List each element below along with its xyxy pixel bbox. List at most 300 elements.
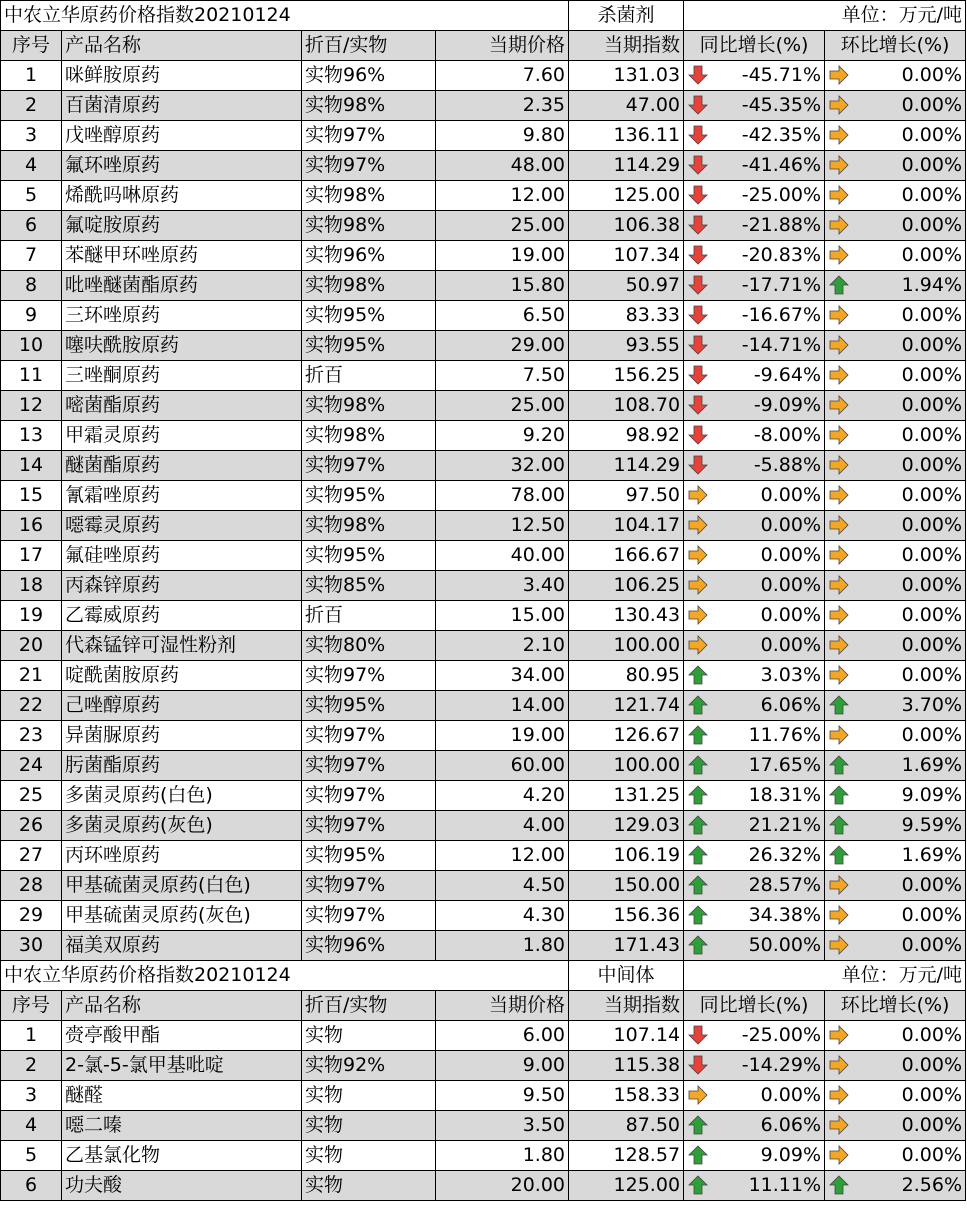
mom-cell <box>825 1051 966 1081</box>
price-cell: 29.00 <box>436 331 569 361</box>
product-name: 丙环唑原药 <box>62 841 302 871</box>
header-yoy: 同比增长(%) <box>684 991 825 1021</box>
yoy-value: 0.00% <box>760 604 822 626</box>
arrow-up-icon <box>687 934 709 956</box>
product-name: 醚醛 <box>62 1081 302 1111</box>
mom-cell <box>825 91 966 121</box>
row-number: 1 <box>1 61 62 91</box>
table-row <box>1 901 966 931</box>
arrow-right-icon <box>687 574 709 596</box>
price-cell: 7.60 <box>436 61 569 91</box>
mom-value: 0.00% <box>901 124 963 146</box>
header-mom: 环比增长(%) <box>825 31 966 61</box>
mom-cell <box>825 661 966 691</box>
product-name: 噁霉灵原药 <box>62 511 302 541</box>
yoy-value: 9.09% <box>760 1144 822 1166</box>
basis-cell: 实物97% <box>302 451 436 481</box>
mom-cell <box>825 241 966 271</box>
product-name: 乙霉威原药 <box>62 601 302 631</box>
mom-value: 0.00% <box>901 574 963 596</box>
index-cell: 104.17 <box>569 511 684 541</box>
price-cell: 6.50 <box>436 301 569 331</box>
index-cell: 131.03 <box>569 61 684 91</box>
mom-value: 0.00% <box>901 64 963 86</box>
row-number: 3 <box>1 121 62 151</box>
price-cell: 20.00 <box>436 1171 569 1201</box>
mom-value: 0.00% <box>901 1084 963 1106</box>
product-name: 吡唑醚菌酯原药 <box>62 271 302 301</box>
yoy-value: 0.00% <box>760 634 822 656</box>
product-name: 代森锰锌可湿性粉剂 <box>62 631 302 661</box>
mom-value: 0.00% <box>901 604 963 626</box>
row-number: 10 <box>1 331 62 361</box>
table-row <box>1 781 966 811</box>
basis-cell: 实物98% <box>302 181 436 211</box>
mom-value: 0.00% <box>901 664 963 686</box>
yoy-cell <box>684 241 825 271</box>
row-number: 14 <box>1 451 62 481</box>
row-number: 5 <box>1 1141 62 1171</box>
table-row <box>1 61 966 91</box>
basis-cell: 实物95% <box>302 301 436 331</box>
arrow-down-icon <box>687 64 709 86</box>
yoy-value: 6.06% <box>760 694 822 716</box>
row-number: 15 <box>1 481 62 511</box>
arrow-up-icon <box>828 844 850 866</box>
yoy-cell <box>684 1141 825 1171</box>
index-cell: 83.33 <box>569 301 684 331</box>
mom-cell <box>825 571 966 601</box>
arrow-right-icon <box>687 514 709 536</box>
yoy-value: 0.00% <box>760 514 822 536</box>
yoy-cell <box>684 841 825 871</box>
mom-value: 0.00% <box>901 454 963 476</box>
basis-cell: 折百 <box>302 361 436 391</box>
product-name: 噻呋酰胺原药 <box>62 331 302 361</box>
basis-cell: 实物96% <box>302 931 436 961</box>
index-cell: 125.00 <box>569 181 684 211</box>
mom-value: 0.00% <box>901 334 963 356</box>
section-title-row <box>1 961 966 991</box>
arrow-right-icon <box>828 424 850 446</box>
table-row <box>1 391 966 421</box>
row-number: 20 <box>1 631 62 661</box>
mom-cell <box>825 271 966 301</box>
row-number: 2 <box>1 1051 62 1081</box>
table-row <box>1 721 966 751</box>
price-cell: 9.50 <box>436 1081 569 1111</box>
index-cell: 136.11 <box>569 121 684 151</box>
mom-cell <box>825 751 966 781</box>
basis-cell: 实物97% <box>302 811 436 841</box>
table-row <box>1 931 966 961</box>
yoy-value: 28.57% <box>748 874 822 896</box>
mom-cell <box>825 481 966 511</box>
mom-cell <box>825 211 966 241</box>
yoy-cell <box>684 751 825 781</box>
yoy-value: -45.35% <box>741 94 822 116</box>
basis-cell: 实物 <box>302 1141 436 1171</box>
row-number: 27 <box>1 841 62 871</box>
basis-cell: 实物98% <box>302 271 436 301</box>
yoy-cell <box>684 931 825 961</box>
mom-value: 0.00% <box>901 94 963 116</box>
arrow-right-icon <box>828 484 850 506</box>
basis-cell: 折百 <box>302 601 436 631</box>
arrow-right-icon <box>828 184 850 206</box>
price-cell: 12.00 <box>436 841 569 871</box>
table-row <box>1 841 966 871</box>
index-cell: 150.00 <box>569 871 684 901</box>
price-cell: 78.00 <box>436 481 569 511</box>
row-number: 7 <box>1 241 62 271</box>
mom-cell <box>825 61 966 91</box>
basis-cell: 实物98% <box>302 91 436 121</box>
price-cell: 1.80 <box>436 1141 569 1171</box>
product-name: 咪鲜胺原药 <box>62 61 302 91</box>
price-cell: 4.30 <box>436 901 569 931</box>
yoy-cell <box>684 811 825 841</box>
table-row <box>1 1111 966 1141</box>
yoy-value: 3.03% <box>760 664 822 686</box>
arrow-down-icon <box>687 124 709 146</box>
row-number: 29 <box>1 901 62 931</box>
product-name: 苯醚甲环唑原药 <box>62 241 302 271</box>
arrow-right-icon <box>828 94 850 116</box>
mom-value: 9.59% <box>901 814 963 836</box>
basis-cell: 实物97% <box>302 751 436 781</box>
arrow-down-icon <box>687 454 709 476</box>
index-cell: 158.33 <box>569 1081 684 1111</box>
index-cell: 50.97 <box>569 271 684 301</box>
arrow-right-icon <box>828 544 850 566</box>
row-number: 8 <box>1 271 62 301</box>
product-name: 肟菌酯原药 <box>62 751 302 781</box>
index-cell: 106.25 <box>569 571 684 601</box>
arrow-right-icon <box>828 514 850 536</box>
arrow-right-icon <box>828 154 850 176</box>
category-label: 中间体 <box>569 961 684 991</box>
product-name: 啶酰菌胺原药 <box>62 661 302 691</box>
index-cell: 107.34 <box>569 241 684 271</box>
header-name: 产品名称 <box>62 991 302 1021</box>
mom-cell <box>825 901 966 931</box>
mom-value: 9.09% <box>901 784 963 806</box>
yoy-cell <box>684 181 825 211</box>
arrow-right-icon <box>828 214 850 236</box>
basis-cell: 实物96% <box>302 61 436 91</box>
basis-cell: 实物95% <box>302 481 436 511</box>
arrow-up-icon <box>828 814 850 836</box>
basis-cell: 实物97% <box>302 781 436 811</box>
mom-value: 1.69% <box>901 844 963 866</box>
mom-cell <box>825 781 966 811</box>
arrow-down-icon <box>687 304 709 326</box>
yoy-cell <box>684 301 825 331</box>
table-row <box>1 511 966 541</box>
basis-cell: 实物85% <box>302 571 436 601</box>
yoy-cell <box>684 721 825 751</box>
index-cell: 166.67 <box>569 541 684 571</box>
index-cell: 100.00 <box>569 751 684 781</box>
mom-value: 0.00% <box>901 544 963 566</box>
row-number: 17 <box>1 541 62 571</box>
arrow-right-icon <box>687 484 709 506</box>
table-row <box>1 301 966 331</box>
row-number: 9 <box>1 301 62 331</box>
table-row <box>1 751 966 781</box>
table-row <box>1 91 966 121</box>
arrow-right-icon <box>687 604 709 626</box>
basis-cell: 实物 <box>302 1171 436 1201</box>
price-cell: 4.50 <box>436 871 569 901</box>
index-cell: 125.00 <box>569 1171 684 1201</box>
arrow-right-icon <box>828 1084 850 1106</box>
arrow-up-icon <box>687 754 709 776</box>
arrow-right-icon <box>828 604 850 626</box>
price-cell: 12.50 <box>436 511 569 541</box>
yoy-cell <box>684 691 825 721</box>
mom-value: 0.00% <box>901 394 963 416</box>
yoy-value: -21.88% <box>741 214 822 236</box>
arrow-down-icon <box>687 94 709 116</box>
arrow-right-icon <box>828 244 850 266</box>
yoy-cell <box>684 151 825 181</box>
yoy-value: 34.38% <box>748 904 822 926</box>
price-cell: 6.00 <box>436 1021 569 1051</box>
index-cell: 106.19 <box>569 841 684 871</box>
arrow-right-icon <box>687 634 709 656</box>
table-row <box>1 121 966 151</box>
header-price: 当期价格 <box>436 31 569 61</box>
mom-value: 3.70% <box>901 694 963 716</box>
yoy-cell <box>684 781 825 811</box>
product-name: 多菌灵原药(灰色) <box>62 811 302 841</box>
mom-value: 0.00% <box>901 724 963 746</box>
yoy-value: -8.00% <box>753 424 822 446</box>
table-row <box>1 1021 966 1051</box>
index-cell: 171.43 <box>569 931 684 961</box>
row-number: 13 <box>1 421 62 451</box>
row-number: 19 <box>1 601 62 631</box>
mom-value: 0.00% <box>901 1024 963 1046</box>
index-cell: 128.57 <box>569 1141 684 1171</box>
product-name: 甲基硫菌灵原药(灰色) <box>62 901 302 931</box>
yoy-cell <box>684 571 825 601</box>
mom-value: 0.00% <box>901 364 963 386</box>
price-cell: 3.40 <box>436 571 569 601</box>
product-name: 氰霜唑原药 <box>62 481 302 511</box>
row-number: 6 <box>1 211 62 241</box>
table-row <box>1 451 966 481</box>
row-number: 1 <box>1 1021 62 1051</box>
row-number: 28 <box>1 871 62 901</box>
product-name: 氟环唑原药 <box>62 151 302 181</box>
mom-cell <box>825 931 966 961</box>
mom-cell <box>825 1141 966 1171</box>
arrow-up-icon <box>828 694 850 716</box>
arrow-up-icon <box>828 274 850 296</box>
yoy-cell <box>684 511 825 541</box>
table-row <box>1 811 966 841</box>
mom-cell <box>825 391 966 421</box>
yoy-cell <box>684 871 825 901</box>
yoy-cell <box>684 601 825 631</box>
row-number: 22 <box>1 691 62 721</box>
arrow-right-icon <box>828 364 850 386</box>
mom-cell <box>825 841 966 871</box>
index-cell: 156.25 <box>569 361 684 391</box>
mom-value: 0.00% <box>901 634 963 656</box>
yoy-cell <box>684 361 825 391</box>
basis-cell: 实物97% <box>302 901 436 931</box>
mom-value: 0.00% <box>901 934 963 956</box>
price-cell: 25.00 <box>436 211 569 241</box>
yoy-value: -9.64% <box>753 364 822 386</box>
basis-cell: 实物95% <box>302 841 436 871</box>
arrow-right-icon <box>828 1114 850 1136</box>
yoy-cell <box>684 451 825 481</box>
table-row <box>1 1051 966 1081</box>
row-number: 4 <box>1 1111 62 1141</box>
index-cell: 130.43 <box>569 601 684 631</box>
arrow-right-icon <box>828 394 850 416</box>
price-cell: 40.00 <box>436 541 569 571</box>
header-price: 当期价格 <box>436 991 569 1021</box>
table-row <box>1 1081 966 1111</box>
product-name: 三环唑原药 <box>62 301 302 331</box>
price-cell: 2.10 <box>436 631 569 661</box>
basis-cell: 实物98% <box>302 391 436 421</box>
product-name: 己唑醇原药 <box>62 691 302 721</box>
arrow-up-icon <box>687 784 709 806</box>
mom-value: 0.00% <box>901 214 963 236</box>
index-cell: 114.29 <box>569 451 684 481</box>
table-row <box>1 151 966 181</box>
yoy-cell <box>684 631 825 661</box>
index-cell: 97.50 <box>569 481 684 511</box>
arrow-up-icon <box>687 1114 709 1136</box>
basis-cell: 实物98% <box>302 421 436 451</box>
mom-value: 0.00% <box>901 514 963 536</box>
row-number: 18 <box>1 571 62 601</box>
header-index: 当期指数 <box>569 31 684 61</box>
yoy-cell <box>684 1021 825 1051</box>
mom-cell <box>825 1021 966 1051</box>
price-cell: 15.00 <box>436 601 569 631</box>
price-cell: 4.20 <box>436 781 569 811</box>
price-cell: 19.00 <box>436 241 569 271</box>
table-row <box>1 661 966 691</box>
header-row <box>1 31 966 61</box>
yoy-cell <box>684 1051 825 1081</box>
arrow-right-icon <box>828 574 850 596</box>
mom-value: 0.00% <box>901 1054 963 1076</box>
unit-label: 单位：万元/吨 <box>684 961 966 991</box>
table-row <box>1 211 966 241</box>
arrow-right-icon <box>687 1084 709 1106</box>
arrow-up-icon <box>687 1144 709 1166</box>
table-row <box>1 481 966 511</box>
table-row <box>1 361 966 391</box>
arrow-down-icon <box>687 274 709 296</box>
yoy-cell <box>684 541 825 571</box>
product-name: 烯酰吗啉原药 <box>62 181 302 211</box>
mom-value: 0.00% <box>901 484 963 506</box>
product-name: 三唑酮原药 <box>62 361 302 391</box>
yoy-value: -16.67% <box>741 304 822 326</box>
mom-cell <box>825 1081 966 1111</box>
header-yoy: 同比增长(%) <box>684 31 825 61</box>
row-number: 6 <box>1 1171 62 1201</box>
arrow-right-icon <box>687 544 709 566</box>
mom-cell <box>825 151 966 181</box>
table-row <box>1 331 966 361</box>
product-name: 甲霜灵原药 <box>62 421 302 451</box>
row-number: 4 <box>1 151 62 181</box>
price-cell: 2.35 <box>436 91 569 121</box>
arrow-down-icon <box>687 154 709 176</box>
price-cell: 1.80 <box>436 931 569 961</box>
header-name: 产品名称 <box>62 31 302 61</box>
yoy-value: -25.00% <box>741 1024 822 1046</box>
arrow-down-icon <box>687 1054 709 1076</box>
yoy-value: 11.76% <box>748 724 822 746</box>
arrow-up-icon <box>828 784 850 806</box>
arrow-down-icon <box>687 184 709 206</box>
product-name: 福美双原药 <box>62 931 302 961</box>
row-number: 12 <box>1 391 62 421</box>
mom-value: 1.94% <box>901 274 963 296</box>
yoy-cell <box>684 391 825 421</box>
index-cell: 107.14 <box>569 1021 684 1051</box>
arrow-up-icon <box>687 724 709 746</box>
product-name: 异菌脲原药 <box>62 721 302 751</box>
yoy-cell <box>684 211 825 241</box>
yoy-cell <box>684 1171 825 1201</box>
yoy-cell <box>684 481 825 511</box>
mom-value: 0.00% <box>901 184 963 206</box>
yoy-value: -17.71% <box>741 274 822 296</box>
yoy-value: 6.06% <box>760 1114 822 1136</box>
arrow-right-icon <box>828 454 850 476</box>
price-cell: 48.00 <box>436 151 569 181</box>
row-number: 21 <box>1 661 62 691</box>
table-row <box>1 631 966 661</box>
header-basis: 折百/实物 <box>302 31 436 61</box>
index-cell: 156.36 <box>569 901 684 931</box>
yoy-cell <box>684 331 825 361</box>
price-cell: 9.80 <box>436 121 569 151</box>
row-number: 24 <box>1 751 62 781</box>
row-number: 3 <box>1 1081 62 1111</box>
yoy-value: -14.29% <box>741 1054 822 1076</box>
yoy-value: -20.83% <box>741 244 822 266</box>
yoy-value: 0.00% <box>760 484 822 506</box>
unit-label: 单位：万元/吨 <box>684 1 966 31</box>
arrow-down-icon <box>687 364 709 386</box>
basis-cell: 实物 <box>302 1111 436 1141</box>
price-cell: 12.00 <box>436 181 569 211</box>
index-cell: 129.03 <box>569 811 684 841</box>
product-name: 氟硅唑原药 <box>62 541 302 571</box>
basis-cell: 实物80% <box>302 631 436 661</box>
basis-cell: 实物98% <box>302 511 436 541</box>
yoy-cell <box>684 901 825 931</box>
index-cell: 100.00 <box>569 631 684 661</box>
basis-cell: 实物95% <box>302 541 436 571</box>
yoy-value: 0.00% <box>760 574 822 596</box>
